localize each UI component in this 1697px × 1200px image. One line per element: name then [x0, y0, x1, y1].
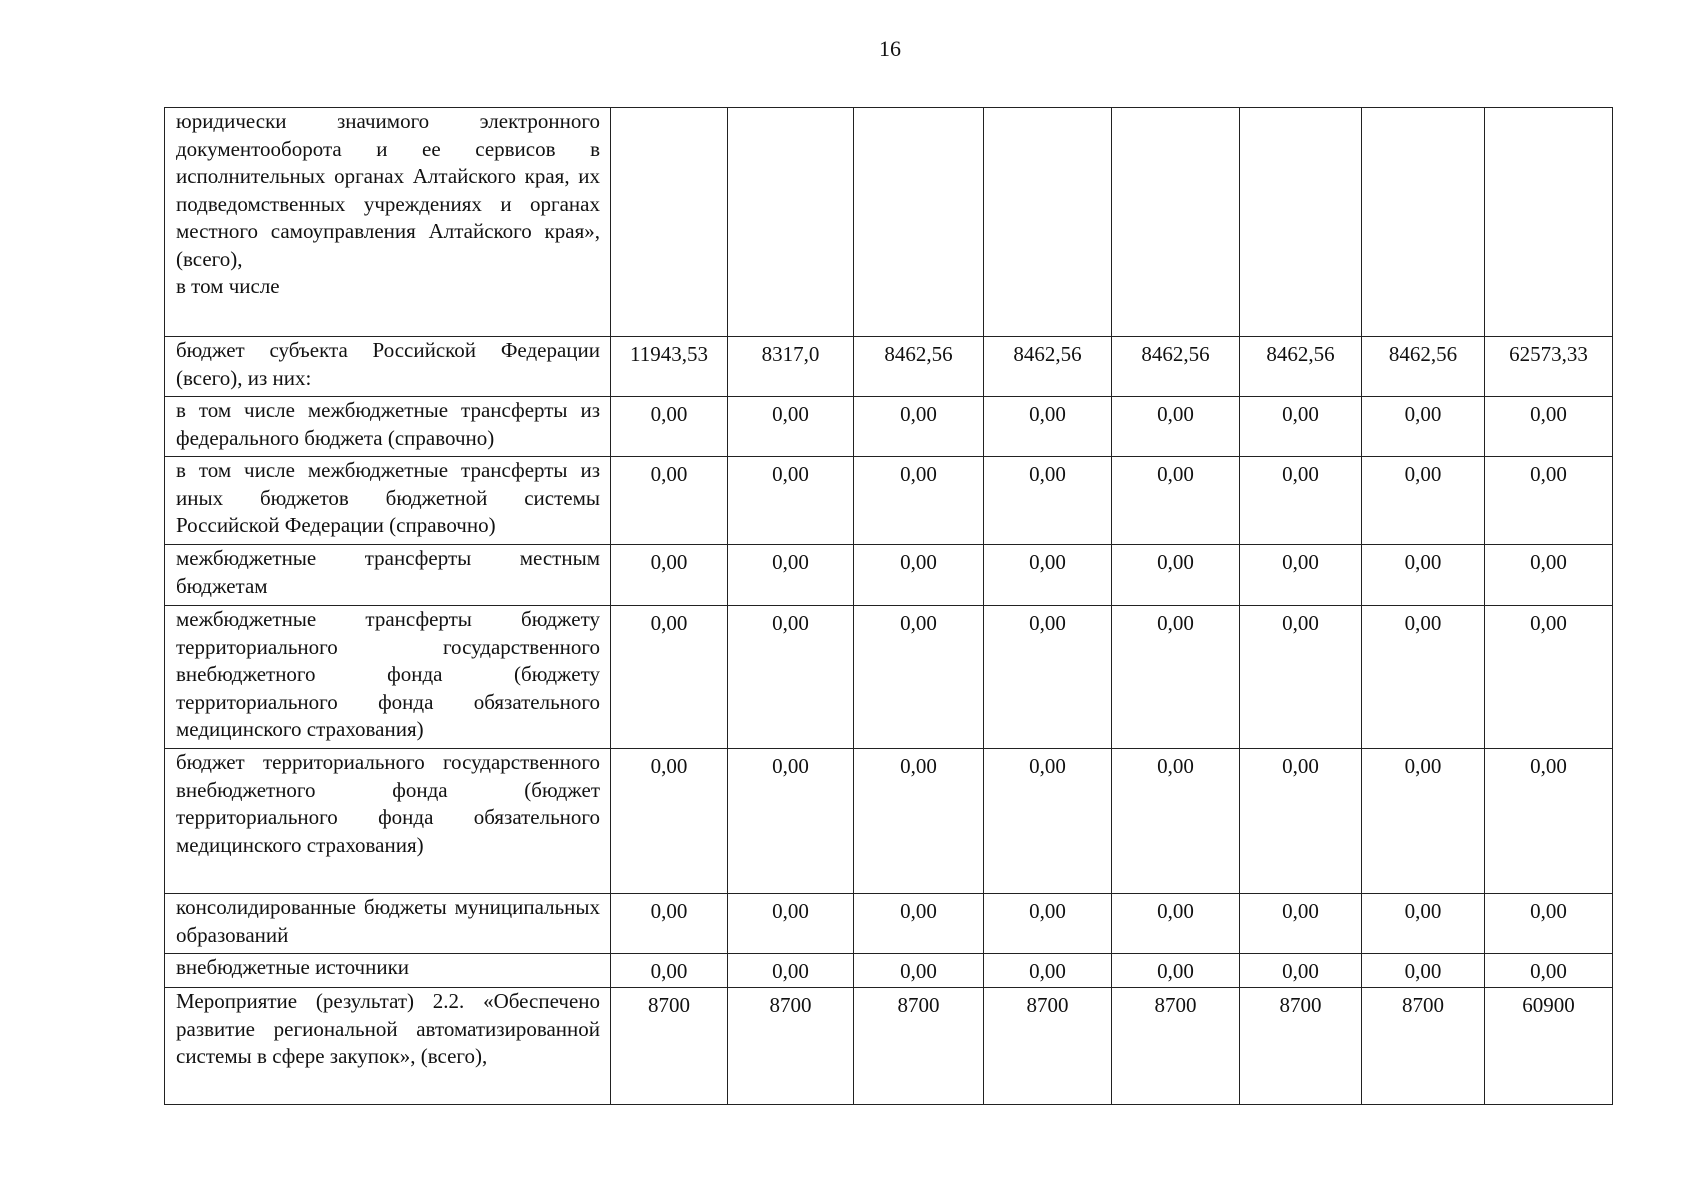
- value-cell: 0,00: [1485, 397, 1613, 457]
- value-cell: 0,00: [854, 397, 984, 457]
- value-cell: 8462,56: [1362, 337, 1485, 397]
- row-label: межбюджетные трансферты местным бюджетам: [165, 545, 611, 606]
- value-cell: 0,00: [1112, 749, 1240, 894]
- value-cell: 0,00: [1240, 545, 1362, 606]
- value-cell: 0,00: [1240, 749, 1362, 894]
- value-cell: 8700: [1362, 988, 1485, 1105]
- value-cell: 0,00: [728, 749, 854, 894]
- value-cell: 0,00: [1112, 894, 1240, 954]
- row-label: в том числе межбюджетные трансферты из федерального бюджета (справочно): [165, 397, 611, 457]
- value-cell: [1362, 108, 1485, 337]
- value-cell: 0,00: [1485, 606, 1613, 749]
- value-cell: 0,00: [854, 457, 984, 545]
- value-cell: 0,00: [854, 749, 984, 894]
- value-cell: 0,00: [1485, 954, 1613, 988]
- row-label: в том числе межбюджетные трансферты из иных бюджетов бюджетной системы Российской Федерации (справочно): [165, 457, 611, 545]
- value-cell: 0,00: [1112, 606, 1240, 749]
- value-cell: 0,00: [728, 457, 854, 545]
- value-cell: 8462,56: [854, 337, 984, 397]
- table-row: [165, 606, 1613, 749]
- value-cell: 0,00: [1485, 457, 1613, 545]
- value-cell: 0,00: [1362, 545, 1485, 606]
- value-cell: 8700: [984, 988, 1112, 1105]
- value-cell: 8462,56: [1240, 337, 1362, 397]
- value-cell: 0,00: [984, 894, 1112, 954]
- table-row: [165, 545, 1613, 606]
- value-cell: 0,00: [611, 457, 728, 545]
- value-cell: [1485, 108, 1613, 337]
- value-cell: 0,00: [1112, 954, 1240, 988]
- value-cell: 0,00: [984, 457, 1112, 545]
- page-number: 16: [879, 36, 901, 61]
- value-cell: 62573,33: [1485, 337, 1613, 397]
- value-cell: 0,00: [1362, 954, 1485, 988]
- row-label: межбюджетные трансферты бюджету территориального государственного внебюджетного фонда (бюджету территориального фонда обязательного медицинского страхования): [165, 606, 611, 749]
- value-cell: 0,00: [1112, 457, 1240, 545]
- table-row: [165, 749, 1613, 894]
- value-cell: 0,00: [1112, 397, 1240, 457]
- value-cell: 0,00: [728, 894, 854, 954]
- value-cell: 0,00: [1485, 545, 1613, 606]
- value-cell: 8700: [611, 988, 728, 1105]
- value-cell: 8700: [728, 988, 854, 1105]
- value-cell: 0,00: [854, 545, 984, 606]
- table-row: [165, 894, 1613, 954]
- value-cell: 8462,56: [984, 337, 1112, 397]
- value-cell: 0,00: [1362, 894, 1485, 954]
- table-row: [165, 108, 1613, 337]
- table-row: [165, 954, 1613, 988]
- value-cell: 0,00: [1240, 894, 1362, 954]
- value-cell: 8700: [854, 988, 984, 1105]
- value-cell: 0,00: [1362, 397, 1485, 457]
- value-cell: 0,00: [984, 954, 1112, 988]
- value-cell: 0,00: [984, 749, 1112, 894]
- table-row: [165, 457, 1613, 545]
- row-label-text: юридически значимого электронного документооборота и ее сервисов в исполнительных органах Алтайского края, их подведомственных учреждениях и органах местного самоуправления Алтайского края», (всего),: [176, 109, 600, 271]
- value-cell: [728, 108, 854, 337]
- value-cell: 0,00: [1362, 457, 1485, 545]
- value-cell: 0,00: [984, 545, 1112, 606]
- value-cell: 0,00: [1362, 606, 1485, 749]
- row-label: Мероприятие (результат) 2.2. «Обеспечено развитие региональной автоматизированной системы в сфере закупок», (всего),: [165, 988, 611, 1105]
- value-cell: [611, 108, 728, 337]
- value-cell: [984, 108, 1112, 337]
- value-cell: 8317,0: [728, 337, 854, 397]
- value-cell: 0,00: [728, 545, 854, 606]
- value-cell: 0,00: [1240, 457, 1362, 545]
- value-cell: 0,00: [611, 954, 728, 988]
- value-cell: 0,00: [984, 606, 1112, 749]
- value-cell: [1112, 108, 1240, 337]
- row-label: бюджет субъекта Российской Федерации (всего), из них:: [165, 337, 611, 397]
- value-cell: 0,00: [1240, 606, 1362, 749]
- row-label-tail: в том числе: [176, 274, 280, 298]
- row-label: [165, 108, 611, 337]
- row-label: консолидированные бюджеты муниципальных образований: [165, 894, 611, 954]
- table-row: [165, 337, 1613, 397]
- value-cell: [1240, 108, 1362, 337]
- value-cell: 0,00: [611, 606, 728, 749]
- value-cell: 0,00: [854, 954, 984, 988]
- value-cell: 0,00: [728, 606, 854, 749]
- value-cell: 0,00: [1240, 954, 1362, 988]
- value-cell: 0,00: [611, 397, 728, 457]
- table-row: [165, 988, 1613, 1105]
- value-cell: 0,00: [728, 397, 854, 457]
- value-cell: 0,00: [1240, 397, 1362, 457]
- value-cell: 0,00: [854, 606, 984, 749]
- value-cell: 0,00: [1485, 749, 1613, 894]
- value-cell: 60900: [1485, 988, 1613, 1105]
- value-cell: 0,00: [1112, 545, 1240, 606]
- value-cell: [854, 108, 984, 337]
- table-row: [165, 397, 1613, 457]
- value-cell: 8462,56: [1112, 337, 1240, 397]
- row-label: бюджет территориального государственного внебюджетного фонда (бюджет территориального фонда обязательного медицинского страхования): [165, 749, 611, 894]
- row-label: внебюджетные источники: [165, 954, 611, 988]
- value-cell: 11943,53: [611, 337, 728, 397]
- value-cell: 8700: [1240, 988, 1362, 1105]
- value-cell: 8700: [1112, 988, 1240, 1105]
- value-cell: 0,00: [984, 397, 1112, 457]
- value-cell: 0,00: [611, 894, 728, 954]
- value-cell: 0,00: [854, 894, 984, 954]
- value-cell: 0,00: [1485, 894, 1613, 954]
- value-cell: 0,00: [728, 954, 854, 988]
- budget-table: [164, 107, 1613, 1105]
- value-cell: 0,00: [611, 545, 728, 606]
- value-cell: 0,00: [611, 749, 728, 894]
- value-cell: 0,00: [1362, 749, 1485, 894]
